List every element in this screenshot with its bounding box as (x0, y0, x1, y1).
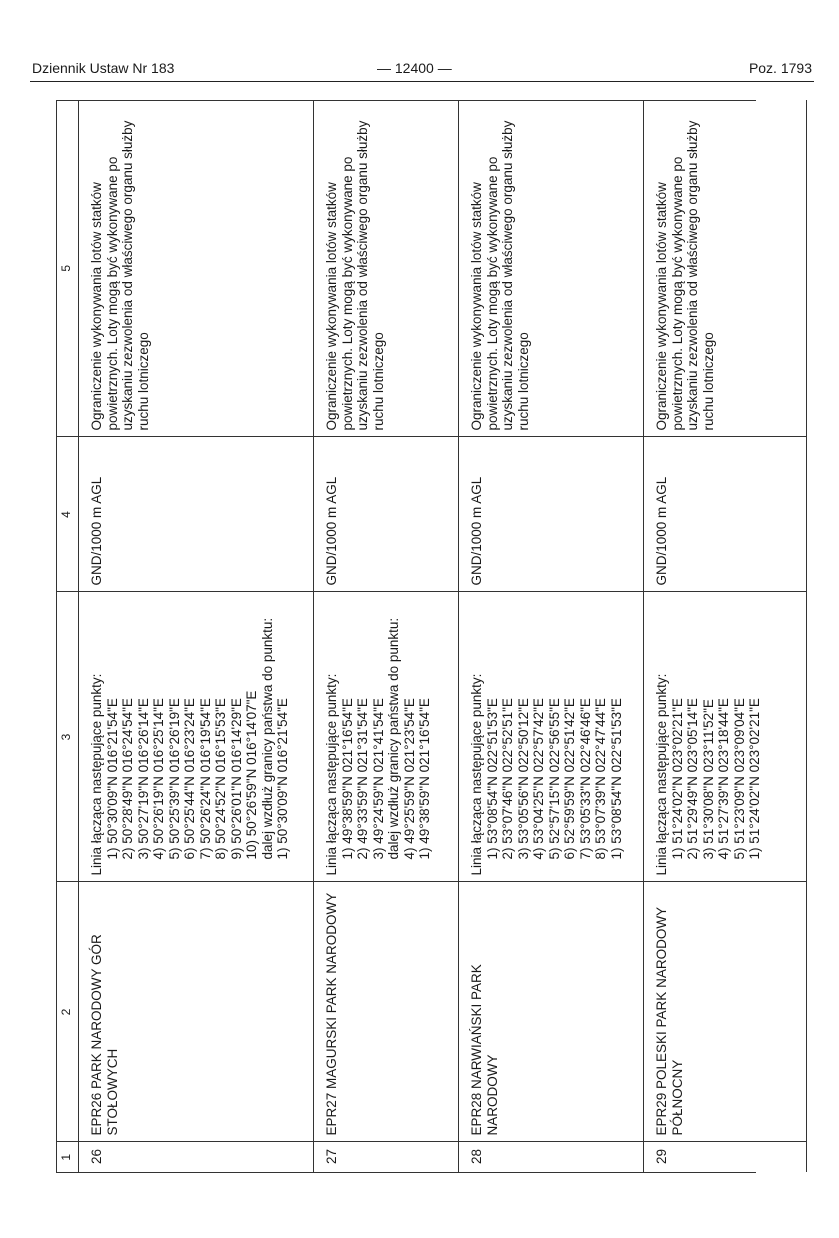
table-row (314, 100, 459, 1172)
point: 2) 50°28'49"N 016°24'54"E (120, 698, 135, 860)
header-rule (30, 81, 814, 82)
point: 4) 51°27'39"N 023°18'44"E (716, 698, 731, 860)
point: 4) 53°04'25"N 022°57'42"E (531, 698, 546, 860)
point: 7) 53°05'33"N 022°46'46"E (577, 698, 593, 860)
point-list (105, 599, 291, 876)
column-header: 1 (56, 1142, 79, 1172)
point: 2) 49°33'59"N 021°31'54"E (355, 698, 370, 860)
remarks: Ograniczenie wykonywania lotów statków powietrznych. Loty mogą być wykonywane po uzyskaniu zezwolenia od właściwego organu służby ruchu lotniczego (459, 100, 644, 437)
area-name: EPR29 POLESKI PARK NARODOWY PÓŁNOCNY (644, 882, 807, 1142)
boundary-cell (644, 592, 807, 882)
page-number: — 12400 — (377, 60, 452, 76)
boundary-cell (79, 592, 314, 882)
table-row (459, 100, 644, 1172)
point: 3) 51°30'08"N 023°11'52"E (700, 699, 716, 860)
row-number: 29 (644, 1142, 807, 1172)
point: 1) 50°30'09"N 016°21'54"E (104, 698, 120, 860)
border-note: dalej wzdłuż granicy państwa do punktu: (259, 617, 275, 860)
point: 10) 50°26'59"N 016°14'07"E (244, 690, 259, 860)
point: 8) 50°24'52"N 016°15'53"E (213, 698, 228, 860)
remarks: Ograniczenie wykonywania lotów statków powietrznych. Loty mogą być wykonywane po uzyskaniu zezwolenia od właściwego organu służby ruchu lotniczego (644, 100, 807, 437)
vertical-limits: GND/1000 m AGL (644, 437, 807, 592)
point: 1) 49°38'59"N 021°16'54"E (417, 698, 432, 860)
point-list (340, 599, 433, 876)
point: 1) 49°38'59"N 021°16'54"E (339, 698, 355, 860)
area-name: EPR26 PARK NARODOWY GÓR STOŁOWYCH (79, 882, 314, 1142)
point: 8) 53°07'39"N 022°47'44"E (593, 698, 608, 860)
vertical-limits: GND/1000 m AGL (459, 437, 644, 592)
area-name: EPR27 MAGURSKI PARK NARODOWY (314, 882, 459, 1142)
point: 1) 53°08'54"N 022°51'53"E (484, 698, 500, 860)
point: 3) 49°24'59"N 021°41'54"E (370, 698, 386, 860)
boundary-intro: Linia łącząca następujące punkty: (89, 673, 104, 876)
airspace-table-container (56, 100, 762, 1172)
boundary-cell (459, 592, 644, 882)
restricted-areas-table (56, 100, 807, 1172)
rotated-table (56, 100, 762, 1172)
point: 1) 50°30'09"N 016°21'54"E (275, 698, 290, 860)
table-frame-top (56, 100, 756, 101)
table-frame-left (56, 100, 57, 1172)
point: 1) 51°24'02"N 023°02'21"E (747, 698, 762, 860)
point: 3) 50°27'19"N 016°26'14"E (135, 698, 151, 860)
point: 6) 50°25'44"N 016°23'24"E (182, 698, 197, 860)
column-header: 4 (56, 437, 79, 592)
boundary-intro: Linia łącząca następujące punkty: (469, 673, 484, 876)
point: 1) 53°08'54"N 022°51'53"E (608, 698, 624, 860)
point: 7) 50°26'24"N 016°19'54"E (197, 698, 213, 860)
boundary-intro: Linia łącząca następujące punkty: (324, 673, 339, 876)
boundary-intro: Linia łącząca następujące punkty: (654, 673, 669, 876)
column-header: 2 (56, 882, 79, 1142)
point: 1) 51°24'02"N 023°02'21"E (669, 698, 685, 860)
table-frame-bottom (56, 1172, 756, 1173)
column-header: 5 (56, 100, 79, 437)
row-number: 28 (459, 1142, 644, 1172)
point: 2) 51°29'49"N 023°05'14"E (685, 698, 700, 860)
point: 4) 50°26'19"N 016°25'14"E (151, 698, 166, 860)
point: 3) 53°05'56"N 022°50'12"E (515, 698, 531, 860)
remarks: Ograniczenie wykonywania lotów statków powietrznych. Loty mogą być wykonywane po uzyskaniu zezwolenia od właściwego organu służby ruchu lotniczego (79, 100, 314, 437)
point: 5) 52°57'15"N 022°56'55"E (546, 698, 562, 860)
point: 2) 53°07'46"N 022°52'51"E (500, 698, 515, 860)
point: 9) 50°26'01"N 016°14'29"E (228, 698, 244, 860)
point: 4) 49°25'59"N 021°23'54"E (401, 698, 417, 860)
table-row (79, 100, 314, 1172)
remarks: Ograniczenie wykonywania lotów statków powietrznych. Loty mogą być wykonywane po uzyskaniu zezwolenia od właściwego organu służby ruchu lotniczego (314, 100, 459, 437)
page-header (32, 58, 812, 80)
column-header-row (56, 100, 79, 1172)
table-row (644, 100, 807, 1172)
vertical-limits: GND/1000 m AGL (314, 437, 459, 592)
row-number: 27 (314, 1142, 459, 1172)
row-number: 26 (79, 1142, 314, 1172)
point: 5) 51°23'09"N 023°09'04"E (731, 698, 747, 860)
point: 6) 52°59'59"N 022°51'42"E (562, 698, 577, 860)
point: 5) 50°25'39"N 016°26'19"E (166, 698, 182, 860)
vertical-limits: GND/1000 m AGL (79, 437, 314, 592)
area-name: EPR28 NARWIAŃSKI PARK NARODOWY (459, 882, 644, 1142)
point-list (485, 599, 625, 876)
boundary-cell (314, 592, 459, 882)
column-header: 3 (56, 592, 79, 882)
position-number: Poz. 1793 (748, 60, 812, 76)
journal-title: Dziennik Ustaw Nr 183 (32, 60, 175, 76)
border-note: dalej wzdłuż granicy państwa do punktu: (386, 617, 401, 860)
point-list (670, 599, 763, 876)
